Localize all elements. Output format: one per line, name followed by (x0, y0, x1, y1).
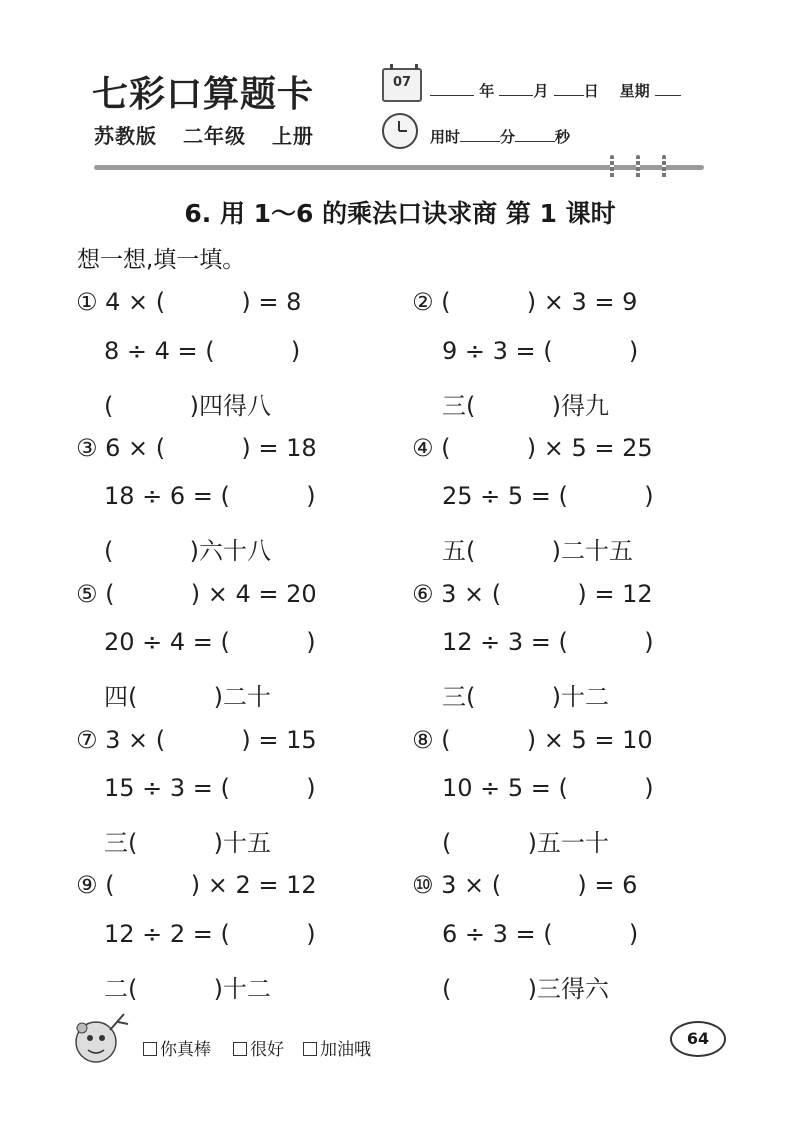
rating-excellent[interactable] (143, 1035, 211, 1060)
year-blank[interactable] (430, 81, 474, 96)
minutes-label: 分 (500, 128, 516, 146)
clock-icon (382, 113, 418, 149)
edition-publisher: 苏教版 (94, 124, 157, 148)
binding-ring-icon (662, 155, 666, 179)
time-row (430, 126, 570, 147)
exercise-line[interactable]: 三( )十二 (442, 683, 610, 711)
exercise-line[interactable]: ( )三得六 (442, 975, 610, 1003)
day-blank[interactable] (554, 81, 584, 96)
exercise-line[interactable]: ⑦ 3 × ( ) = 15 (76, 726, 317, 754)
calendar-number: 07 (392, 75, 412, 90)
page-number: 64 (670, 1021, 726, 1057)
exercise-line[interactable]: ⑩ 3 × ( ) = 6 (412, 871, 638, 899)
exercise-line[interactable]: ③ 6 × ( ) = 18 (76, 434, 317, 462)
checkbox-icon[interactable] (143, 1042, 157, 1056)
exercise-line[interactable]: 8 ÷ 4 = ( ) (104, 337, 301, 365)
exercise-line[interactable]: 18 ÷ 6 = ( ) (104, 482, 316, 510)
exercise-line[interactable]: 四( )二十 (104, 683, 272, 711)
rating-good[interactable] (233, 1035, 284, 1060)
exercise-line[interactable]: ④ ( ) × 5 = 25 (412, 434, 653, 462)
instruction: 想一想,填一填。 (77, 247, 246, 273)
exercise-line[interactable]: 25 ÷ 5 = ( ) (442, 482, 654, 510)
exercise-line[interactable]: ( )五一十 (442, 829, 610, 857)
brand-title: 七彩口算题卡 (92, 73, 315, 115)
seconds-blank[interactable] (515, 127, 555, 142)
binding-ring-icon (636, 155, 640, 179)
exercise-line[interactable]: 五( )二十五 (442, 537, 634, 565)
rating-label: 你真棒 (160, 1040, 211, 1060)
exercise-line[interactable]: ( )四得八 (104, 392, 272, 420)
exercise-line[interactable]: 9 ÷ 3 = ( ) (442, 337, 639, 365)
weekday-label: 星期 (619, 82, 650, 100)
exercise-line[interactable]: ⑧ ( ) × 5 = 10 (412, 726, 653, 754)
exercise-line[interactable]: 15 ÷ 3 = ( ) (104, 774, 316, 802)
seconds-label: 秒 (555, 128, 571, 146)
exercise-line[interactable]: 10 ÷ 5 = ( ) (442, 774, 654, 802)
mascot-icon (70, 1008, 132, 1066)
exercise-line[interactable]: 6 ÷ 3 = ( ) (442, 920, 639, 948)
lesson-title: 6. 用 1～6 的乘法口诀求商 第 1 课时 (184, 199, 616, 228)
edition-volume: 上册 (271, 124, 314, 148)
calendar-icon (382, 68, 422, 102)
exercise-line[interactable]: 12 ÷ 2 = ( ) (104, 920, 316, 948)
exercise-line[interactable]: ⑤ ( ) × 4 = 20 (76, 580, 317, 608)
exercise-line[interactable]: ② ( ) × 3 = 9 (412, 288, 638, 316)
edition-info (94, 120, 332, 149)
time-prefix: 用时 (430, 128, 461, 146)
minutes-blank[interactable] (460, 127, 500, 142)
date-row (430, 80, 681, 101)
weekday-blank[interactable] (655, 81, 681, 96)
exercise-line[interactable]: 二( )十二 (104, 975, 272, 1003)
binding-ring-icon (610, 155, 614, 179)
month-blank[interactable] (499, 81, 533, 96)
exercise-line[interactable]: ⑨ ( ) × 2 = 12 (76, 871, 317, 899)
year-label: 年 (479, 82, 495, 100)
exercise-line[interactable]: 12 ÷ 3 = ( ) (442, 628, 654, 656)
rating-label: 加油哦 (320, 1040, 371, 1060)
rating-keep-going[interactable] (303, 1035, 371, 1060)
exercise-line[interactable]: 三( )得九 (442, 392, 610, 420)
rating-label: 很好 (250, 1040, 284, 1060)
exercise-line[interactable]: ⑥ 3 × ( ) = 12 (412, 580, 653, 608)
exercise-line[interactable]: 三( )十五 (104, 829, 272, 857)
checkbox-icon[interactable] (303, 1042, 317, 1056)
edition-grade: 二年级 (182, 124, 246, 148)
day-label: 日 (583, 82, 599, 100)
exercise-line[interactable]: ① 4 × ( ) = 8 (76, 288, 302, 316)
exercise-line[interactable]: 20 ÷ 4 = ( ) (104, 628, 316, 656)
checkbox-icon[interactable] (233, 1042, 247, 1056)
exercise-line[interactable]: ( )六十八 (104, 537, 272, 565)
month-label: 月 (533, 82, 549, 100)
